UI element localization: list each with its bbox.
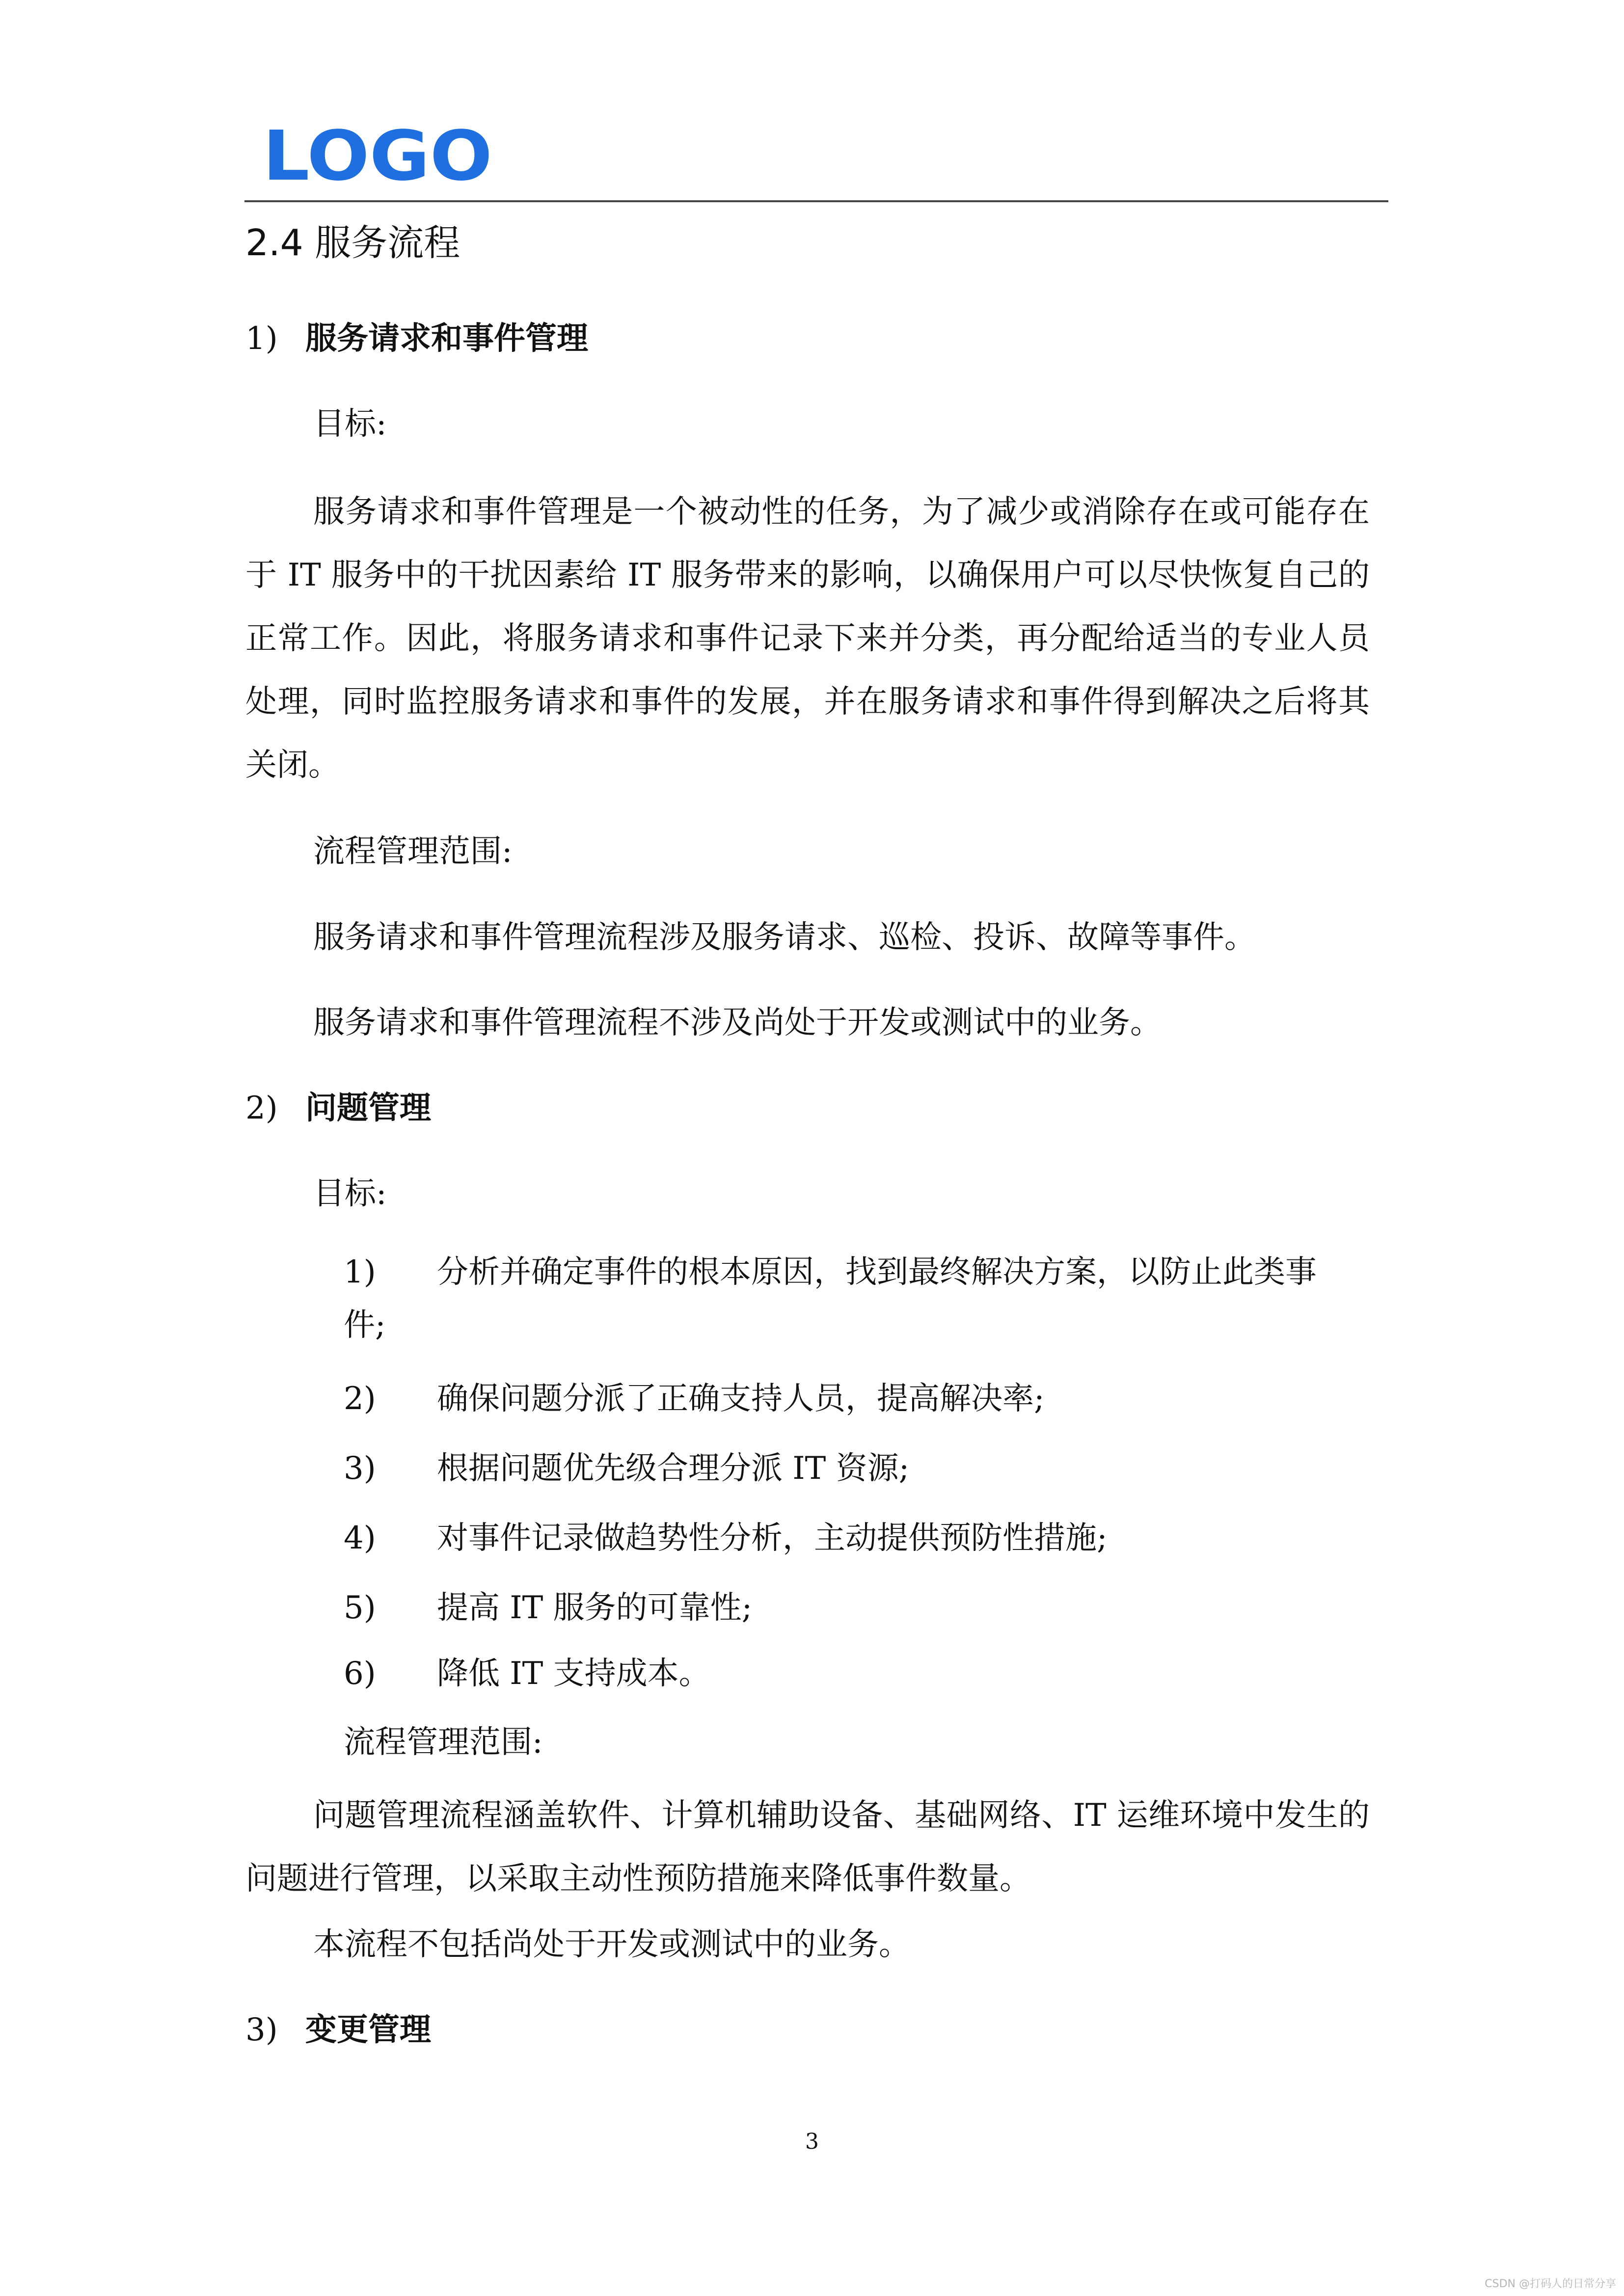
goal-paragraph: 服务请求和事件管理是一个被动性的任务，为了减少或消除存在或可能存在于 IT 服务中的干扰因素给 IT 服务带来的影响，以确保用户可以尽快恢复自己的正常工作。因此，将服务请求和事件记录下来并分类，再分配给适当的专业人员处理，同时监控服务请求和事件的发展，并在服务请求和事件得到解决之后将其关闭。 xyxy=(245,494,1370,783)
company-logo xyxy=(263,129,493,186)
exclusion-line: 本流程不包括尚处于开发或测试中的业务。 xyxy=(313,1926,910,1963)
goal-list-item xyxy=(344,1583,752,1632)
subsection-number: 3) xyxy=(245,2012,278,2048)
list-number: 6) xyxy=(344,1655,376,1692)
list-text: 确保问题分派了正确支持人员，提高解决率; xyxy=(437,1381,1045,1417)
subsection-number: 1) xyxy=(245,320,278,357)
header-divider xyxy=(244,200,1388,202)
section-title: 2.4 服务流程 xyxy=(245,222,460,264)
page-number: 3 xyxy=(805,2129,819,2154)
goal-list-item xyxy=(344,1248,1317,1297)
list-text: 根据问题优先级合理分派 IT 资源; xyxy=(437,1450,910,1487)
goal-label: 目标: xyxy=(313,406,387,442)
list-text: 分析并确定事件的根本原因，找到最终解决方案，以防止此类事 xyxy=(437,1254,1317,1290)
list-number: 1) xyxy=(344,1254,376,1290)
scope-line: 服务请求和事件管理流程不涉及尚处于开发或测试中的业务。 xyxy=(313,1005,1162,1041)
scope-label: 流程管理范围: xyxy=(344,1724,543,1761)
goal-list-item xyxy=(344,1374,1045,1423)
scope-paragraph: 问题管理流程涵盖软件、计算机辅助设备、基础网络、IT 运维环境中发生的问题进行管理，以采取主动性预防措施来降低事件数量。 xyxy=(245,1797,1370,1897)
list-number: 4) xyxy=(344,1520,376,1556)
subsection-title: 问题管理 xyxy=(305,1090,431,1126)
list-number: 3) xyxy=(344,1450,376,1487)
subsection-title: 变更管理 xyxy=(305,2011,431,2048)
list-number: 5) xyxy=(344,1590,376,1626)
goal-list-item xyxy=(344,1514,1108,1563)
goal-list-item xyxy=(344,1444,909,1493)
subsection-heading-3 xyxy=(245,2005,431,2055)
list-text: 降低 IT 支持成本。 xyxy=(437,1655,710,1692)
watermark: CSDN @打码人的日常分享 xyxy=(1485,2278,1616,2290)
subsection-number: 2) xyxy=(245,1090,278,1126)
goal-list-item xyxy=(344,1649,710,1698)
logo-graphic xyxy=(263,129,493,184)
list-text: 提高 IT 服务的可靠性; xyxy=(437,1590,753,1626)
scope-line: 服务请求和事件管理流程涉及服务请求、巡检、投诉、故障等事件。 xyxy=(313,919,1256,956)
scope-label: 流程管理范围: xyxy=(313,833,513,870)
subsection-title: 服务请求和事件管理 xyxy=(305,320,588,357)
list-text: 对事件记录做趋势性分析，主动提供预防性措施; xyxy=(437,1520,1108,1556)
goal-list-item-continuation: 件; xyxy=(344,1307,386,1343)
subsection-heading-1 xyxy=(245,314,588,363)
list-number: 2) xyxy=(344,1381,376,1417)
subsection-heading-2 xyxy=(245,1084,431,1133)
goal-label: 目标: xyxy=(313,1175,387,1212)
logo-text: LOGO xyxy=(263,129,492,184)
